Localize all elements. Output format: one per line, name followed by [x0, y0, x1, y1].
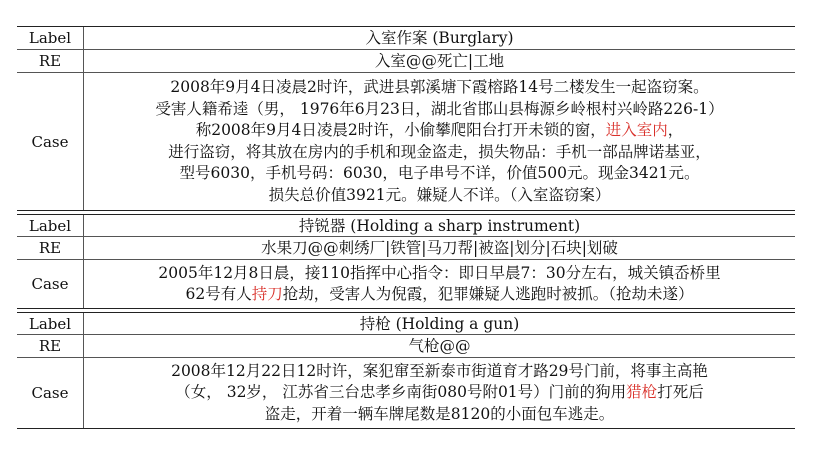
re-header: RE: [17, 335, 84, 357]
label-row: [17, 313, 795, 334]
case-line: 2005年12月8日晨，接110指挥中心指令：即日早晨7：30分左右，城关镇岙桥里: [158, 263, 721, 282]
case-line: 62号有人持刀抢劫，受害人为倪霞，犯罪嫌疑人逃跑时被抓。（抢劫未遂）: [185, 285, 694, 303]
case-line: 受害人籍希逵（男， 1976年6月23日，湖北省邯山县梅源乡岭根村兴岭路226-1）: [155, 99, 724, 118]
re-row: [17, 236, 795, 259]
label-header: Label: [17, 27, 84, 49]
re-row: [17, 334, 795, 357]
label-value: 入室作案 (Burglary): [365, 29, 514, 47]
label-value: 持锐器 (Holding a sharp instrument): [298, 216, 581, 235]
case-line: （女， 32岁， 江苏省三台忠孝乡南街080号附01号）门前的狗用猎枪打死后: [175, 383, 704, 402]
case-line: 进行盗窃，将其放在房内的手机和现金盗走，损失物品：手机一部品牌诺基亚，: [168, 142, 711, 161]
label-row: [17, 215, 795, 236]
re-row: [17, 49, 795, 72]
re-value: 入室@@死亡|工地: [374, 52, 505, 70]
label-value: 持枪 (Holding a gun): [359, 314, 520, 333]
label-header: Label: [17, 215, 84, 236]
re-header: RE: [17, 50, 84, 72]
re-header: RE: [17, 237, 84, 259]
case-line: 盗走，开着一辆车牌尾数是8120的小面包车逃走。: [264, 404, 615, 423]
case-row: [17, 259, 795, 308]
re-value: 水果刀@@刺绣厂|铁管|马刀帮|被盗|划分|石块|划破: [261, 239, 618, 257]
case-header: Case: [17, 73, 84, 210]
case-text: [84, 76, 795, 207]
case-line: 2008年9月4日凌晨2时许，武进县郭溪塘下霞榕路14号二楼发生一起盗窃案。: [170, 78, 709, 96]
results-table: [17, 26, 795, 429]
block-gun: [17, 313, 795, 428]
case-text: [84, 360, 795, 427]
label-header: Label: [17, 313, 84, 334]
bottom-rule: [17, 428, 795, 429]
case-line: 2008年12月22日12时许，案犯窜至新泰市街道育才路29号门前，将事主高艳: [171, 361, 708, 380]
re-value: 气枪@@: [408, 337, 471, 355]
highlight-phrase: 猎枪: [626, 383, 658, 402]
case-text: [84, 262, 795, 307]
case-line: 损失总价值3921元。嫌疑人不详。（入室盗窃案）: [268, 185, 611, 204]
case-line: 称2008年9月4日凌晨2时许，小偷攀爬阳台打开未锁的窗，进入室内，: [195, 121, 684, 139]
case-row: [17, 72, 795, 210]
label-row: [17, 27, 795, 49]
case-line: 型号6030，手机号码：6030，电子串号不详，价值500元。现金3421元。: [179, 164, 700, 182]
case-row: [17, 357, 795, 428]
highlight-phrase: 持刀: [251, 285, 283, 303]
highlight-phrase: 进入室内: [605, 121, 668, 139]
block-burglary: [17, 27, 795, 210]
case-header: Case: [17, 260, 84, 308]
block-sharp-instrument: [17, 215, 795, 308]
case-header: Case: [17, 358, 84, 428]
